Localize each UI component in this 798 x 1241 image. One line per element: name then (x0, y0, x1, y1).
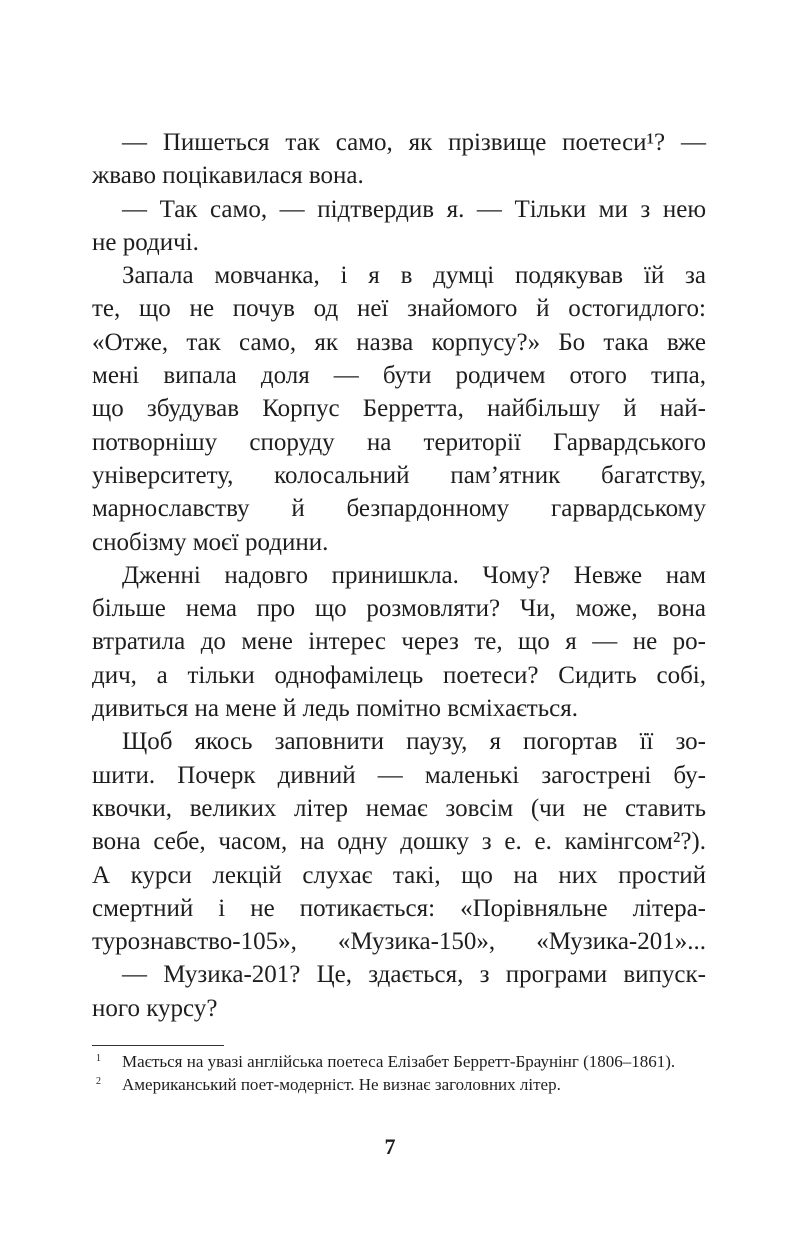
text-line: — Пишеться так само, як прізвище поетеси¹? — (122, 129, 706, 156)
text-line: дивиться на мене й ледь помітно всміхається. (92, 695, 578, 723)
text-line: що збудував Корпус Берретта, найбільшу й най- (92, 395, 706, 423)
text-line: А курси лекцій слухає такі, що на них простий (92, 861, 706, 889)
text-line: те, що не почув од неї знайомого й остогидлого: (92, 295, 706, 323)
footnote-2 (92, 1073, 706, 1096)
footnote-divider (92, 1045, 224, 1046)
text-line: — Так само, — підтвердив я. — Тільки ми з нею (122, 195, 706, 223)
text-line: марнославству й безпардонному гарвардському (92, 495, 706, 523)
footnote-text: Американський поет-модерніст. Не визнає заголовних літер. (122, 1075, 561, 1094)
footnote-1 (92, 1050, 706, 1073)
footnote-marker: 1 (96, 1053, 101, 1064)
text-line: снобізму моєї родини. (92, 528, 329, 556)
text-line: — Музика-201? Це, здається, з програми випуск- (122, 961, 706, 989)
footnote-text: Мається на увазі англійська поетеса Елізабет Берретт-Браунінг (1806–1861). (122, 1052, 676, 1071)
text-line: жваво поцікавилася вона. (92, 162, 364, 190)
text-line: квочки, великих літер немає зовсім (чи не ставить (92, 794, 706, 822)
text-line: університету, колосальний пам’ятник багатству, (92, 461, 706, 489)
text-line: мені випала доля — бути родичем отого типа, (92, 362, 706, 390)
text-line: ного курсу? (92, 994, 218, 1022)
text-line: потворнішу споруду на території Гарвардського (92, 428, 706, 456)
text-line: Щоб якось заповнити паузу, я погортав її зо- (122, 728, 706, 756)
text-line: «Отже, так само, як назва корпусу?» Бо така вже (92, 328, 706, 356)
text-line: смертний і не потикається: «Порівняльне літера- (92, 894, 706, 922)
text-line: втратила до мене інтерес через те, що я — не ро- (92, 628, 706, 656)
text-line: шити. Почерк дивний — маленькі загострені бу- (92, 761, 706, 789)
footnote-marker: 2 (96, 1076, 101, 1087)
text-line: не родичі. (92, 228, 199, 256)
text-line: більше нема про що розмовляти? Чи, може, вона (92, 595, 706, 623)
page-number: 7 (384, 1134, 396, 1159)
text-line: вона себе, часом, на одну дошку з е. е. камінгсом²?). (92, 828, 706, 856)
text-line: Запала мовчанка, і я в думці подякував їй за (122, 262, 706, 290)
text-line: турознавство-105», «Музика-150», «Музика-201»... (92, 928, 706, 956)
text-line: Дженні надовго принишкла. Чому? Невже нам (122, 561, 706, 589)
text-line: дич, а тільки однофамілець поетеси? Сидить собі, (92, 661, 706, 689)
body-text (92, 126, 706, 1025)
footnotes (92, 1050, 706, 1096)
